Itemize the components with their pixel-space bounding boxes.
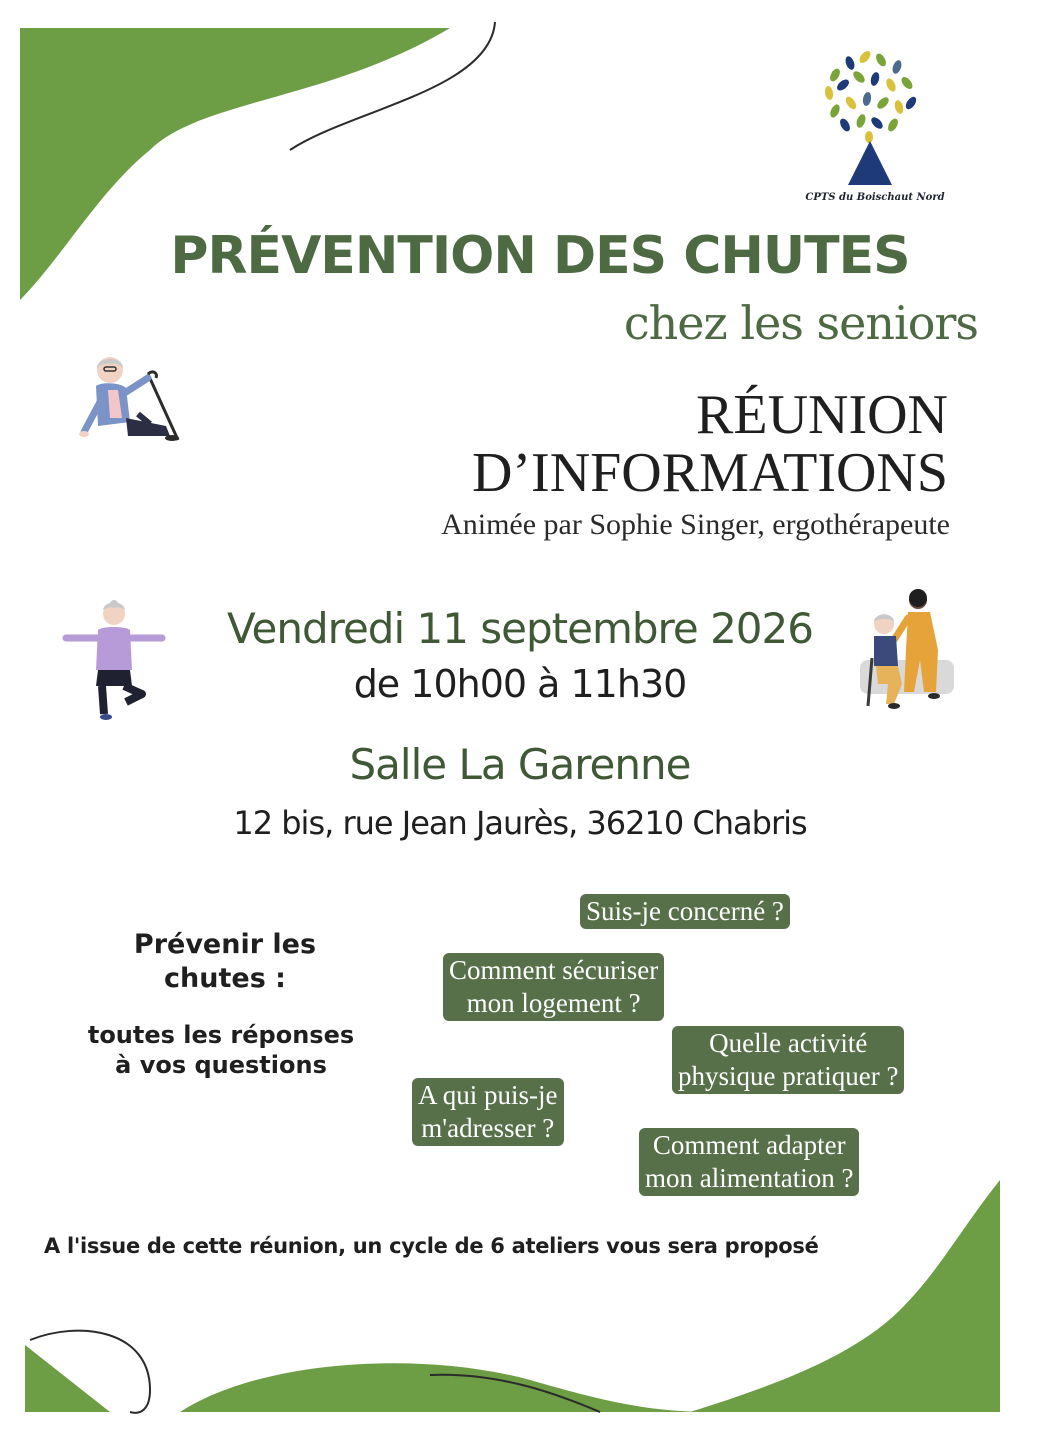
organisation-name: CPTS du Boischaut Nord xyxy=(805,192,945,203)
senior-fallen-icon xyxy=(78,352,190,444)
question-text: m'adresser ? xyxy=(421,1113,555,1143)
poster-subtitle: chez les seniors xyxy=(623,296,978,350)
caregiver-helping-senior-icon xyxy=(858,588,956,712)
senior-balance-exercise-icon xyxy=(62,600,168,722)
question-text: A qui puis-je xyxy=(418,1080,558,1110)
meeting-heading xyxy=(428,386,948,502)
meeting-heading-line2: D’INFORMATIONS xyxy=(471,442,948,504)
bottom-center-hill xyxy=(180,1363,700,1412)
question-text: Quelle activité xyxy=(709,1028,868,1058)
bottom-right-swoosh xyxy=(690,1180,1000,1412)
intro-heading xyxy=(60,928,390,996)
question-text: physique pratiquer ? xyxy=(678,1061,899,1091)
poster-title: PRÉVENTION DES CHUTES xyxy=(170,226,910,286)
question-text: Comment sécuriser xyxy=(449,955,659,985)
question-bubble-physical-activity xyxy=(672,1026,904,1094)
intro-subheading-line1: toutes les réponses xyxy=(87,1021,355,1049)
question-bubble-who-to-contact xyxy=(412,1078,564,1146)
event-venue: Salle La Garenne xyxy=(349,740,691,789)
question-bubble-nutrition xyxy=(639,1128,859,1196)
event-address: 12 bis, rue Jean Jaurès, 36210 Chabris xyxy=(233,804,807,842)
question-text: mon logement ? xyxy=(466,988,641,1018)
meeting-heading-line1: RÉUNION xyxy=(696,384,948,446)
question-text: Comment adapter xyxy=(652,1130,846,1160)
logo-leaves xyxy=(824,49,918,143)
intro-subheading-line2: à vos questions xyxy=(115,1051,327,1079)
event-time: de 10h00 à 11h30 xyxy=(353,662,687,706)
question-bubble-secure-home xyxy=(443,953,664,1021)
meeting-host: Animée par Sophie Singer, ergothérapeute xyxy=(441,508,950,541)
intro-heading-line2: chutes : xyxy=(164,963,286,994)
bottom-left-wedge xyxy=(25,1345,110,1412)
event-date: Vendredi 11 septembre 2026 xyxy=(227,604,813,653)
question-bubble-concerned xyxy=(580,894,790,929)
intro-subheading xyxy=(36,1020,406,1080)
logo-trunk xyxy=(848,141,892,185)
intro-heading-line1: Prévenir les xyxy=(133,929,317,960)
question-text: Suis-je concerné ? xyxy=(586,896,784,926)
logo-tree-icon xyxy=(815,45,925,190)
footer-note: A l'issue de cette réunion, un cycle de 6 ateliers vous sera proposé xyxy=(44,1234,819,1258)
question-text: mon alimentation ? xyxy=(645,1163,854,1193)
